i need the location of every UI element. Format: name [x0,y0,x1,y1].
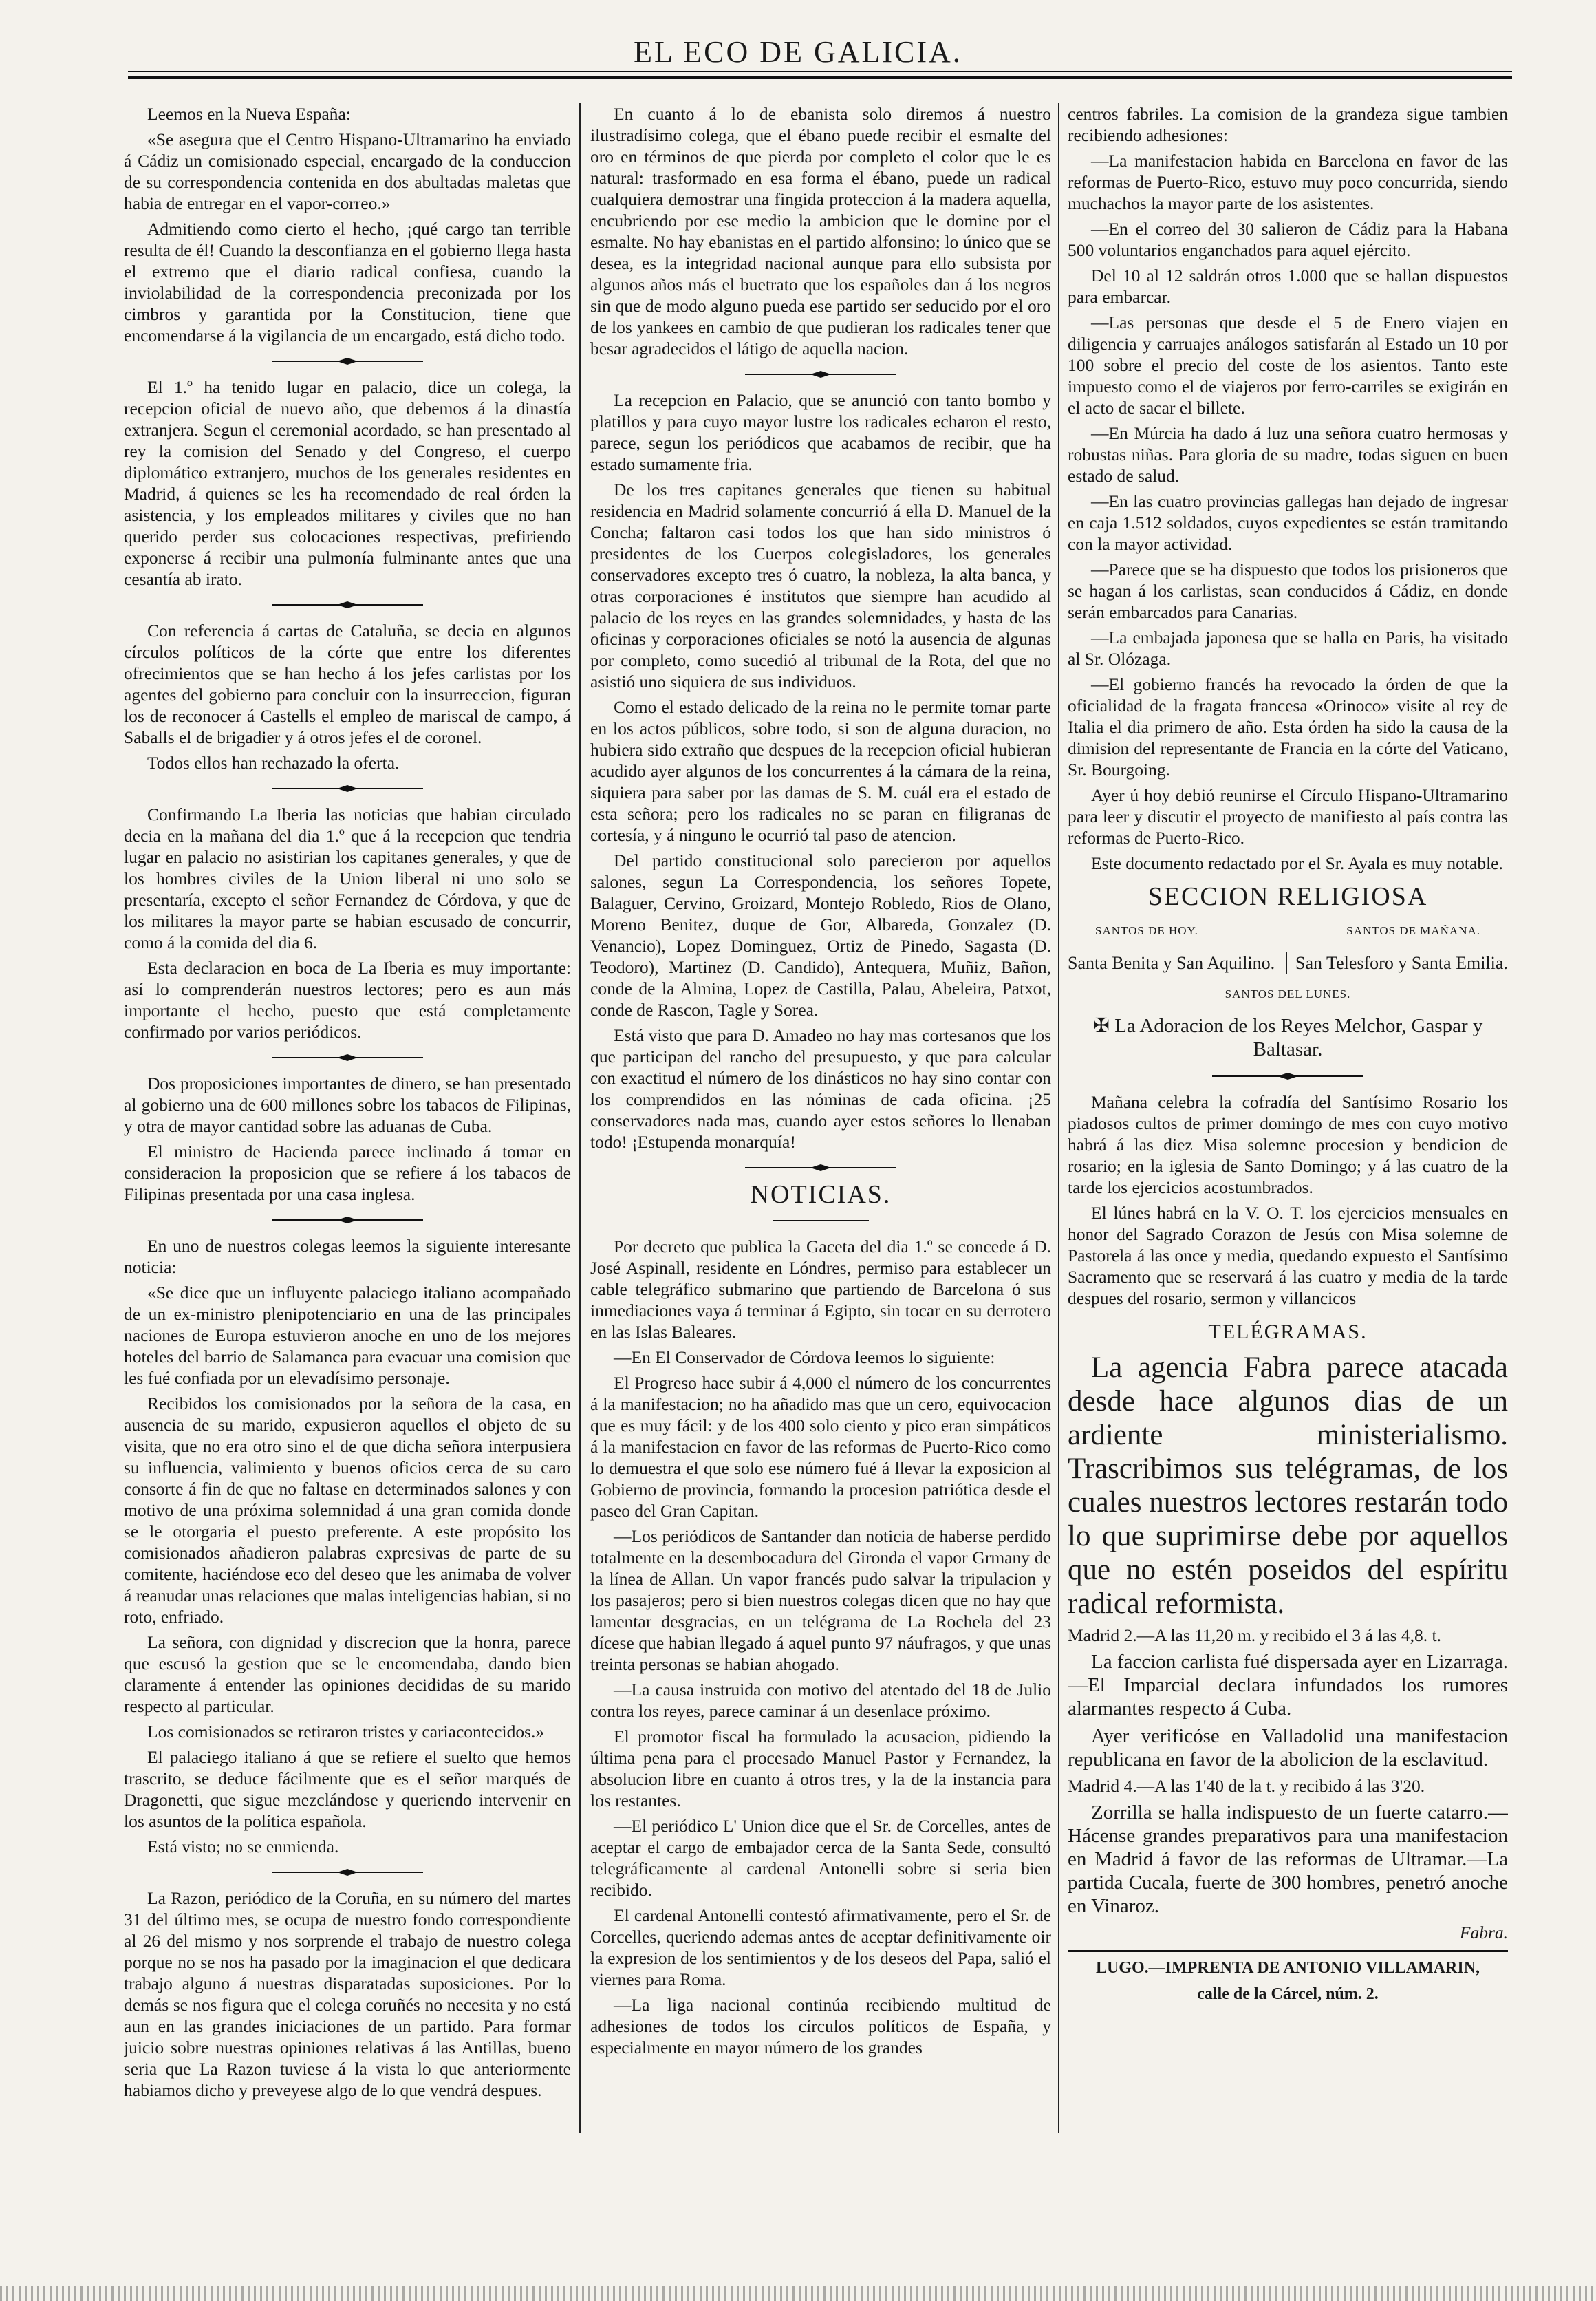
ornament-divider [272,1053,423,1062]
telegram-header: Madrid 4.—A las 1'40 de la t. y recibido á las 3'20. [1068,1776,1425,1796]
section-title-telegramas: TELÉGRAMAS. [1208,1320,1368,1343]
column-separator-1 [579,103,581,2133]
article-paragraph: —Parece que se ha dispuesto que todos los prisioneros que se hagan á los carlistas, sean conducidos á Cádiz, en donde serán embarcados para Canarias. [1068,559,1508,622]
article-paragraph: De los tres capitanes generales que tienen su habitual residencia en Madrid solamente concurrió á ella D. Manuel de la Concha; faltaron casi todos los que han sido ministros ó presidentes de los Cuerpos colegisladores, los generales conservadores excepto tres ó cuatro, la nobleza, la alta banca, y otras corporaciones é institutos que siempre han acudido al palacio de los reyes en las grandes solemnidades, y hasta de las oficinas y corporaciones oficiales se notó la ausencia de algunas por completo, como sucedió al tribunal de la Rota, del que no asistió uno siquiera de sus individuos. [590,480,1051,692]
article-paragraph: Confirmando La Iberia las noticias que habian circulado decia en la mañana del dia 1.º que á la recepcion que tendria lugar en palacio no asistirian los capitanes generales, y que de los hombres civiles de la Union liberal ni uno solo se presentaría, excepto el señor Fernandez de Córdova, y que de los militares la mayor parte se habian escusado de concurrir, como á la comida del dia 6. [124,804,571,952]
article-paragraph: El cardenal Antonelli contestó afirmativamente, pero el Sr. de Corcelles, queriendo ademas antes de aceptar definitivamente oir la expresion de los sentimientos y de los deseos del Papa, salió el viernes para Roma. [590,1905,1051,1989]
article-paragraph: La Razon, periódico de la Coruña, en su número del martes 31 del último mes, se ocupa de nuestro fondo correspondiente al 26 del mismo y nos sorprende el trabajo de nuestro colega porque no se nos ha pasado por la imaginacion el que dedicara trabajo alguno á nuestras disparatadas suposiciones. Por lo demás se nos figura que el colega coruñés no necesita y no está aun en las grandes iniciaciones de un partido. Para formar juicio sobre nuestras opiniones relativas á las Antillas, bueno seria que La Razon tuviese á la vista lo que anteriormente habiamos dicho y preveyese algo de lo que vendrá despues. [124,1888,571,2100]
article-paragraph: —El periódico L' Union dice que el Sr. de Corcelles, antes de aceptar el cargo de embajador cerca de la Santa Sede, consultó telegráficamente al cardenal Antonelli sobre si seria bien recibido. [590,1816,1051,1900]
saints-divider [1286,952,1290,974]
article-paragraph: —La causa instruida con motivo del atentado del 18 de Julio contra los reyes, parece caminar á un desenlace próximo. [590,1680,1051,1721]
section-title-noticias: NOTICIAS. [750,1180,892,1209]
column-2 [590,103,1051,2174]
column-1 [124,103,571,2174]
saints-monday-label: SANTOS DEL LUNES. [1225,987,1351,1000]
article-paragraph: «Se dice que un influyente palaciego italiano acompañado de un ex-ministro plenipotenciario en una de las principales naciones de Europa estuvieron anoche en uno de los mejores hoteles del barrio de Salamanca para evacuar una comision que les fué confiada por un elevadísimo personaje. [124,1283,571,1388]
imprint-line-2: calle de la Cárcel, núm. 2. [1197,1985,1379,2003]
article-paragraph: —La manifestacion habida en Barcelona en favor de las reformas de Puerto-Rico, estuvo muy poco concurrida, siendo muchachos la mayor parte de los asistentes. [1068,151,1508,213]
ornament-divider [1212,1072,1363,1080]
article-paragraph: En cuanto á lo de ebanista solo diremos á nuestro ilustradísimo colega, que el ébano puede recibir el esmalte del oro en términos de que pierda por completo el color que le es natural: trasformado en esa forma el ébano, puede un radical cualquiera demostrar una fingida proteccion á la madera aquella, encubriendo por ese medio la ambicion que le domine por el esmalte. No hay ebanistas en el partido alfonsino; lo único que se desea, es la integridad nacional aunque para ello subsista por algunos años más el buetrato que los españoles dan á los negros sin que de modo alguno pueda ese partido ser seducido por el oro de los yankees en cambio de que pudieran los radicales tener que besar agradecidos el látigo de aquella nacion. [590,104,1051,358]
article-paragraph: El promotor fiscal ha formulado la acusacion, pidiendo la última pena para el procesado Manuel Pastor y Fernandez, la absolucion libre en cuanto á otros tres, y la de la instancia para los restantes. [590,1726,1051,1810]
article-paragraph: Todos ellos han rechazado la oferta. [147,753,400,773]
scan-edge [0,2286,1596,2301]
article-paragraph: La señora, con dignidad y discrecion que la honra, parece que escusó la gestion que se le encomendaba, dando bien claramente á entender las opiniones decididas de su marido respecto al particular. [124,1632,571,1716]
article-paragraph: Del 10 al 12 saldrán otros 1.000 que se hallan dispuestos para embarcar. [1068,266,1508,307]
article-paragraph: Esta declaracion en boca de La Iberia es muy importante: así lo comprenderán nuestros lectores; pero es aun más importante el hecho, puesto que está completamente confirmado por varios periódicos. [124,958,571,1042]
column-separator-2 [1058,103,1059,2133]
header-rule-top [128,71,1512,72]
telegram-text: La faccion carlista fué dispersada ayer en Lizarraga.—El Imparcial declara infundados los rumores alarmantes respecto á Cuba. [1068,1651,1508,1720]
article-paragraph: En uno de nuestros colegas leemos la siguiente interesante noticia: [124,1236,571,1277]
header-rule-bottom [128,76,1512,79]
imprint-line-1: LUGO.—IMPRENTA DE ANTONIO VILLAMARIN, [1095,1959,1480,1977]
article-paragraph: El palaciego italiano á que se refiere el suelto que hemos trascrito, se deduce fácilmente que es el señor marqués de Dragonetti, que sigue mezclándose y queriendo intervenir en los asuntos de la política española. [124,1747,571,1831]
saints-today-label: SANTOS DE HOY. [1095,924,1198,937]
ornament-divider [272,1216,423,1224]
article-paragraph: —En Múrcia ha dado á luz una señora cuatro hermosas y robustas niñas. Para gloria de su madre, todas siguen en buen estado de salud. [1068,423,1508,486]
article-paragraph: Está visto que para D. Amadeo no hay mas cortesanos que los que participan del rancho del presupuesto, y que para calcular con exactitud el número de los dinásticos no hay sino contar con los comprendidos en las nóminas de cada oficina. ¡25 conservadores nada mas, cuando ayer estos señores lo llenaban todo! ¡Estupenda monarquía! [590,1025,1051,1152]
saints-table [1068,952,1508,974]
article-paragraph: —El gobierno francés ha revocado la órden de que la oficialidad de la fragata francesa «Orinoco» visite al rey de Italia el dia primero de año. Esta órden ha sido la causa de la dimision del representante de Francia en la córte del Vaticano, Sr. Bourgoing. [1068,674,1508,780]
article-paragraph: Este documento redactado por el Sr. Ayala es muy notable. [1091,853,1503,873]
article-paragraph: Está visto; no se enmienda. [147,1837,339,1856]
saints-monday: ✠ La Adoracion de los Reyes Melchor, Gaspar y Baltasar. [1092,1015,1483,1060]
newspaper-title: EL ECO DE GALICIA. [634,35,962,69]
column-3 [1068,103,1508,2174]
article-paragraph: Leemos en la Nueva España: [147,104,351,124]
article-paragraph: La recepcion en Palacio, que se anunció con tanto bombo y platillos y para cuyo mayor lustre los radicales echaron el resto, parece, segun los periódicos que acabamos de recibir, que ha estado sumamente fria. [590,390,1051,474]
article-paragraph: Por decreto que publica la Gaceta del dia 1.º se concede á D. José Aspinall, residente en Lóndres, permiso para establecer un cable telegráfico submarino que partiendo de Barcelona ó sus inmediaciones vaya á terminar á Egipto, sin tocar en su derrotero en las Islas Baleares. [590,1237,1051,1342]
article-paragraph: Ayer ú hoy debió reunirse el Círculo Hispano-Ultramarino para leer y discutir el proyecto de manifiesto al país contra las reformas de Puerto-Rico. [1068,785,1508,848]
article-paragraph: —En El Conservador de Córdova leemos lo siguiente: [614,1347,995,1367]
article-paragraph: «Se asegura que el Centro Hispano-Ultramarino ha enviado á Cádiz un comisionado especial, encargado de la conduccion de su correspondencia contenida en dos abultadas maletas que habia de entregar en el vapor-correo.» [124,129,571,213]
article-paragraph: —La embajada japonesa que se halla en Paris, ha visitado al Sr. Olózaga. [1068,628,1508,669]
ornament-divider [745,1164,896,1172]
article-paragraph: Los comisionados se retiraron tristes y cariacontecidos.» [147,1722,545,1742]
article-paragraph: —Los periódicos de Santander dan noticia de haberse perdido totalmente en la desembocadura del Gironda el vapor Grmany de la línea de Allan. Un vapor francés pudo salvar la tripulacion y los pasajeros; pero si bien nuestros colegas dicen que no hay que lamentar desgracias, en un telégrama de La Rochela del 23 dícese que habian llegado á aquel punto 97 náufragos, y que unas treinta personas se habian ahogado. [590,1526,1051,1674]
article-paragraph: Recibidos los comisionados por la señora de la casa, en ausencia de su marido, expusieron aquellos el objeto de su visita, que no era otro sino el de que dicha señora interpusiera su influencia, valimiento y buenos oficios cerca de su caro consorte á fin de que no faltase en determinados salones y con motivo de una próxima solemnidad á una gran comida donde se le otorgaria el puesto preferente. A este propósito los comisionados añadieron palabras expresivas de parte de su comitente, haciéndose eco del deseo que les animaba de volver á reanudar unas relaciones que malas inteligencias habian, si no roto, enfriado. [124,1393,571,1627]
article-paragraph: Mañana celebra la cofradía del Santísimo Rosario los piadosos cultos de primer domingo de mes con cuyo motivo habrá á las diez Misa solemne procesion y bendicion de rosario; en la iglesia de Santo Domingo; y á las cuatro de la tarde los ejercicios acostumbrados. [1068,1092,1508,1197]
article-paragraph: —En el correo del 30 salieron de Cádiz para la Habana 500 voluntarios enganchados para aquel ejército. [1068,219,1508,260]
ornament-divider [745,1217,896,1225]
saints-tomorrow-label: SANTOS DE MAÑANA. [1346,924,1480,937]
article-paragraph: Del partido constitucional solo parecieron por aquellos salones, segun La Correspondencia, los señores Topete, Balaguer, Cervino, Groizard, Montejo Robledo, Rios de Olano, Moreno Benitez, duque de Gor, Albareda, Gonzalez (D. Venancio), Lopez Dominguez, Ortiz de Pinedo, Sagasta (D. Teodoro), Martinez (D. Candido), Antequera, Muñiz, Bañon, conde de la Almina, Lopez de Castilla, Palau, Abeleira, Patxot, conde de Rascon, Tagle y Sorea. [590,850,1051,1020]
ornament-divider [272,1868,423,1876]
saints-tomorrow: San Telesforo y Santa Emilia. [1295,953,1508,973]
article-paragraph: —Las personas que desde el 5 de Enero viajen en diligencia y carruajes análogos satisfarán al Estado un 10 por 100 sobre el precio del coste de los asientos. Tanto este impuesto como el de viajeros por ferro-carriles se exigirán en el acto de sacar el billete. [1068,312,1508,418]
telegrams-intro: La agencia Fabra parece atacada desde hace algunos dias de un ardiente ministerialismo. Trascribimos sus telégramas, de los cuales nuestros lectores restarán todo lo que suprimirse debe por aquellos que no estén poseidos del espíritu radical reformista. [1068,1351,1508,1620]
article-paragraph: El Progreso hace subir á 4,000 el número de los concurrentes á la manifestacion; no ha añadido mas que un cero, equivocacion que es muy fácil: y de los 400 solo ciento y pico eran simpáticos á la manifestacion en favor de las reformas de Puerto-Rico como lo demuestra el que solo ese número fué á llevar la exposicion al Gobierno de provincia, formando la procesion patriótica desde el paseo del Gran Capitan. [590,1373,1051,1521]
article-paragraph: —En las cuatro provincias gallegas han dejado de ingresar en caja 1.512 soldados, cuyos expedientes se están tramitando con la mayor actividad. [1068,491,1508,554]
saints-subheads [1095,920,1480,941]
ornament-divider [272,357,423,365]
article-paragraph: —La liga nacional continúa recibiendo multitud de adhesiones de todos los círculos políticos de España, y especialmente en mayor número de los grandes [590,1995,1051,2057]
imprint-rule [1068,1950,1508,1952]
article-paragraph: Admitiendo como cierto el hecho, ¡qué cargo tan terrible resulta de él! Cuando la desconfianza en el gobierno llega hasta el extremo que el diario radical confiesa, cuando la inviolabilidad de la correspondencia preconizada por los cimbros y garantida por la Constitucion, tiene que encomendarse á la vigilancia de un encargado, está dicho todo. [124,219,571,345]
saints-today: Santa Benita y San Aquilino. [1068,953,1275,973]
ornament-divider [745,370,896,378]
article-paragraph: El ministro de Hacienda parece inclinado á tomar en consideracion la proposicion que se refiere á los tabacos de Filipinas presentada por una casa inglesa. [124,1142,571,1204]
telegram-text: Zorrilla se halla indispuesto de un fuerte catarro.—Hácense grandes preparativos para una manifestacion en Madrid á favor de las reformas de Ultramar.—La partida Cucala, fuerte de 300 hombres, penetró anoche en Vinaroz. [1068,1801,1508,1917]
ornament-divider [272,784,423,793]
telegram-text: Ayer verificóse en Valladolid una manifestacion republicana en favor de la abolicion de la esclavitud. [1068,1725,1508,1770]
article-paragraph: centros fabriles. La comision de la grandeza sigue tambien recibiendo adhesiones: [1068,104,1508,145]
ornament-divider [272,601,423,609]
telegram-signature: Fabra. [1459,1923,1508,1943]
article-paragraph: Con referencia á cartas de Cataluña, se decia en algunos círculos políticos de la córte que entre los diferentes ofrecimientos que se han hecho á los jefes carlistas por los agentes del gobierno para concluir con la insurreccion, figuran los de reconocer á Castells el empleo de mariscal de campo, á Saballs el de brigadier y á otros jefes el de coronel. [124,621,571,747]
article-paragraph: El lúnes habrá en la V. O. T. los ejercicios mensuales en honor del Sagrado Corazon de Jesús con Misa solemne de Pastorela á las once y media, quedando expuesto el Santísimo Sacramento que se reservará á las cuatro y media de la tarde despues del rosario, sermon y villancicos [1068,1203,1508,1308]
section-title-religiosa: SECCION RELIGIOSA [1147,882,1428,911]
article-paragraph: Como el estado delicado de la reina no le permite tomar parte en los actos públicos, sobre todo, si son de alguna duracion, no hubiera sido extraño que despues de la recepcion oficial hubieran acudido ayer algunos de los concurrentes á la cámara de la reina, siquiera para saber por las damas de S. M. cuál era el estado de esta señora; pero los radicales no se paran en filigranas de cortesía, y á ninguno le ocurrió tal paso de atencion. [590,697,1051,845]
telegram-header: Madrid 2.—A las 11,20 m. y recibido el 3 á las 4,8. t. [1068,1625,1441,1645]
article-paragraph: El 1.º ha tenido lugar en palacio, dice un colega, la recepcion oficial de nuevo año, que debemos á la dinastía extranjera. Segun el ceremonial acordado, se han presentado al rey la comision del Senado y del Congreso, el cuerpo diplomático extranjero, muchos de los generales residentes en Madrid, á quienes se les ha recomendado de real órden la asistencia, y los empleados militares y civiles que no han querido perder sus colocaciones respectivas, prefiriendo exponerse á recibir una pulmonía fulminante antes que una cesantía ab irato. [124,377,571,589]
article-paragraph: Dos proposiciones importantes de dinero, se han presentado al gobierno una de 600 millones sobre los tabacos de Filipinas, y otra de mayor cantidad sobre las aduanas de Cuba. [124,1073,571,1136]
